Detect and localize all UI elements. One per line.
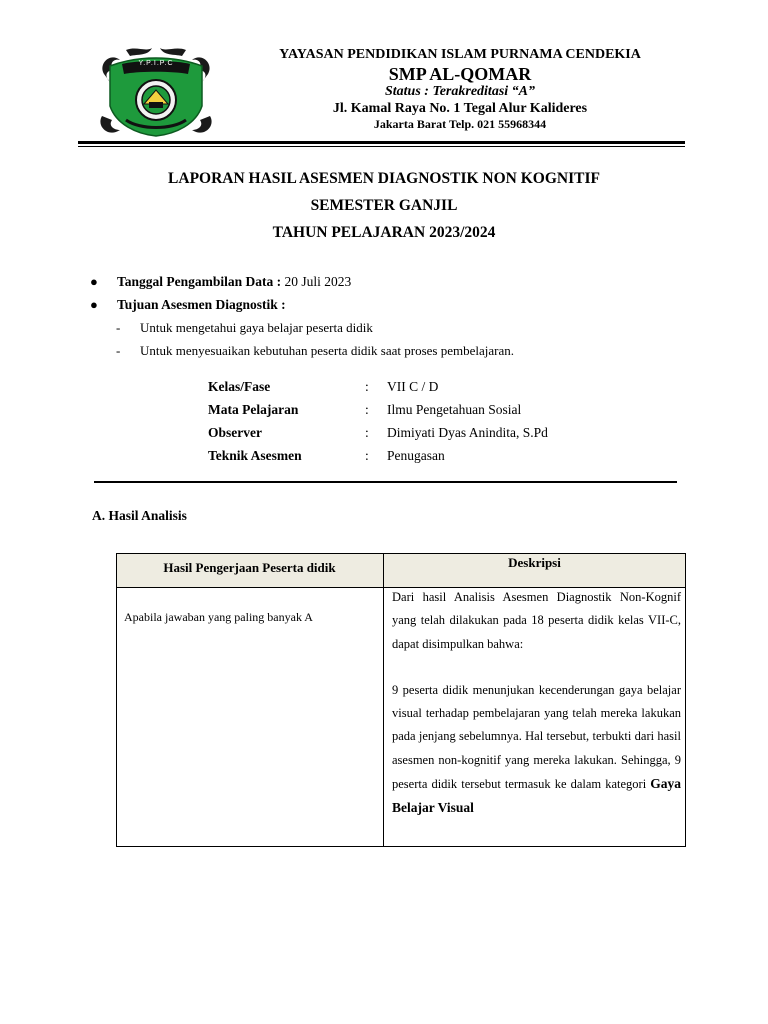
info-value-class: VII C / D <box>387 379 439 394</box>
purpose-item <box>116 320 373 336</box>
info-colon: : <box>365 379 369 394</box>
description-paragraph-1: Dari hasil Analisis Asesmen Diagnostik Non-Kognif yang telah dilakukan pada 18 peserta didik kelas VII-C, dapat disimpulkan bahwa: <box>392 590 681 651</box>
logo-text: Y.P.I.P.C <box>138 60 174 67</box>
cell-result-criteria: Apabila jawaban yang paling banyak A <box>124 610 313 624</box>
letterhead-rule-thin <box>78 146 685 147</box>
section-divider <box>94 481 677 483</box>
report-semester: SEMESTER GANJIL <box>310 197 458 214</box>
date-value: 20 Juli 2023 <box>281 274 352 289</box>
info-value-observer: Dimiyati Dyas Anindita, S.Pd <box>387 425 548 440</box>
purpose-label: Tujuan Asesmen Diagnostik : <box>117 297 286 312</box>
organization-name: YAYASAN PENDIDIKAN ISLAM PURNAMA CENDEKIA <box>279 47 641 62</box>
dash-icon: - <box>116 320 121 335</box>
purpose-item <box>116 343 514 359</box>
description-paragraph-2: 9 peserta didik menunjukan kecenderungan gaya belajar visual terhadap pembelajaran yang telah mereka lakukan pada jenjang sebelumnya. Hal tersebut, terbukti dari hasil asesmen non-kognitif yang mereka lakukan. Sehingga, 9 peserta didik tersebut termasuk ke dalam kategori <box>392 682 681 792</box>
purpose-bullet <box>90 297 286 313</box>
date-label: Tanggal Pengambilan Data : <box>117 274 282 289</box>
analysis-table <box>116 553 686 847</box>
cell-description <box>392 586 681 821</box>
learning-style-category: Gaya Belajar Visual <box>392 776 682 816</box>
report-year: TAHUN PELAJARAN 2023/2024 <box>272 224 496 241</box>
info-label-class: Kelas/Fase <box>208 379 271 394</box>
school-address: Jl. Kamal Raya No. 1 Tegal Alur Kalideres <box>332 101 588 116</box>
dash-icon: - <box>116 343 121 358</box>
report-title: LAPORAN HASIL ASESMEN DIAGNOSTIK NON KOGNITIF <box>168 170 600 187</box>
school-name: SMP AL-QOMAR <box>388 64 532 84</box>
date-bullet <box>90 274 352 290</box>
info-value-technique: Penugasan <box>387 448 445 463</box>
info-label-observer: Observer <box>208 425 262 440</box>
info-colon: : <box>365 402 369 417</box>
info-label-technique: Teknik Asesmen <box>208 448 302 463</box>
info-value-subject: Ilmu Pengetahuan Sosial <box>387 402 522 417</box>
info-colon: : <box>365 448 369 463</box>
column-divider <box>383 553 384 847</box>
accreditation-status: Status : Terakreditasi “A” <box>384 84 535 99</box>
bullet-dot-icon: ● <box>90 297 98 312</box>
info-colon: : <box>365 425 369 440</box>
info-label-subject: Mata Pelajaran <box>208 402 299 417</box>
school-city-phone: Jakarta Barat Telp. 021 55968344 <box>373 117 547 131</box>
purpose-text: Untuk menyesuaikan kebutuhan peserta didik saat proses pembelajaran. <box>140 343 514 358</box>
section-heading-analysis: A. Hasil Analisis <box>92 508 187 523</box>
purpose-text: Untuk mengetahui gaya belajar peserta didik <box>140 320 373 335</box>
bullet-dot-icon: ● <box>90 274 98 289</box>
letterhead-rule-thick <box>78 141 685 144</box>
header-description: Deskripsi <box>508 555 561 570</box>
header-results: Hasil Pengerjaan Peserta didik <box>163 560 336 575</box>
